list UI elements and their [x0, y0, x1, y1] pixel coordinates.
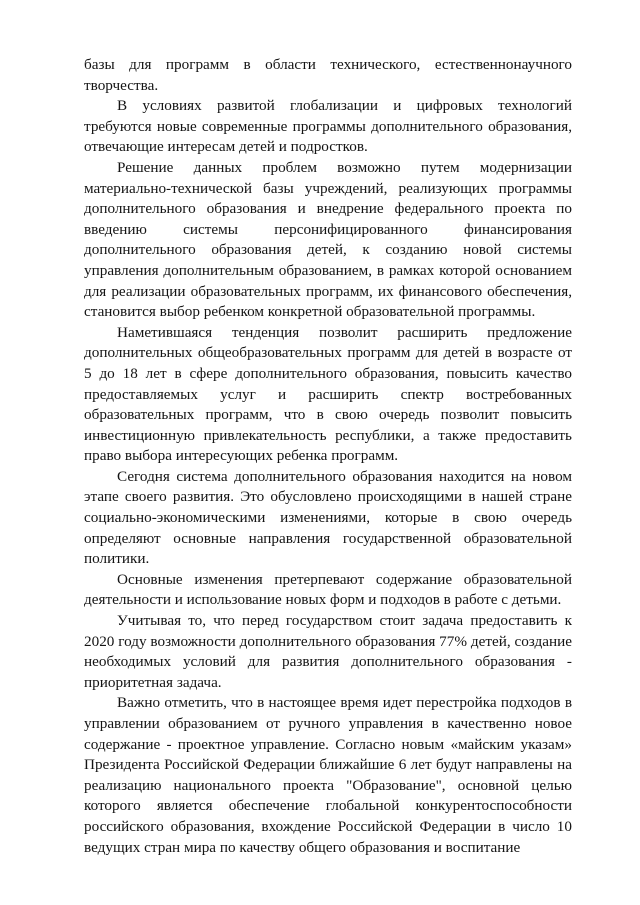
paragraph-main-changes: Основные изменения претерпевают содержание образовательной деятельности и использование новых форм и подходов в работе с детьми. — [84, 570, 572, 609]
paragraph-project-management: Важно отметить, что в настоящее время идет перестройка подходов в управлении образованием от ручного управления в качественно новое содержание - проектное управление. Согласно новым «майским указам» Президента Российской Федерации ближайшие 6 лет будут направлены на реализацию национального проекта "Образование", основной целью которого является обеспечение глобальной конкурентоспособности российского образования, вхождение Российской Федерации в число 10 ведущих стран мира по качеству общего образования и воспитание — [84, 694, 572, 856]
paragraph-current-system: Сегодня система дополнительного образования находится на новом этапе своего развития. Это обусловлено происходящими в нашей стране социально-экономическими изменениями, которые в свою очередь определяют основные направления государственной образовательной политики. — [84, 467, 572, 568]
paragraph-2020-goal: Учитывая то, что перед государством стоит задача предоставить к 2020 году возможности дополнительного образования 77% детей, создание необходимых условий для развития дополнительного образования - приоритетная задача. — [84, 612, 572, 691]
paragraph-globalization: В условиях развитой глобализации и цифровых технологий требуются новые современные программы дополнительного образования, отвечающие интересам детей и подростков. — [84, 97, 572, 156]
paragraph-tendency: Наметившаяся тенденция позволит расширить предложение дополнительных общеобразовательных программ для детей в возрасте от 5 до 18 лет в сфере дополнительного образования, повысить качество предоставляемых услуг и расширить спектр востребованных образовательных программ, что в свою очередь позволит повысить инвестиционную привлекательность республики, а также предоставить право выбора интересующих ребенка программ. — [84, 323, 572, 465]
paragraph-continuation: базы для программ в области технического, естественнонаучного творчества. — [84, 56, 572, 94]
paragraph-solution: Решение данных проблем возможно путем модернизации материально-технической базы учреждений, реализующих программы дополнительного образования и внедрение федерального проекта по введению системы персонифицированного финансирования дополнительного образования детей, к созданию новой системы управления дополнительным образованием, в рамках которой основанием для реализации образовательных программ, их финансового обеспечения, становится выбор ребенком конкретной образовательной программы. — [84, 158, 572, 321]
